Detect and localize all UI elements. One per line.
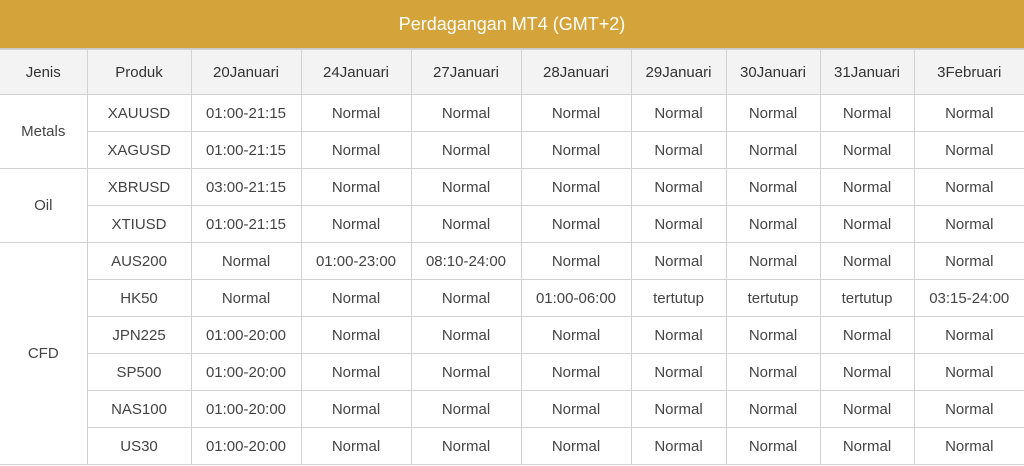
schedule-cell: 01:00-20:00 [191,317,301,354]
schedule-cell: 01:00-20:00 [191,428,301,465]
produk-cell: XAUUSD [87,95,191,132]
table-row [0,354,1024,391]
schedule-cell: 01:00-23:00 [301,243,411,280]
produk-cell: AUS200 [87,243,191,280]
table-row [0,428,1024,465]
table-row [0,132,1024,169]
produk-cell: XAGUSD [87,132,191,169]
schedule-cell: Normal [914,428,1024,465]
schedule-cell: Normal [301,169,411,206]
schedule-cell: Normal [411,354,521,391]
schedule-cell: Normal [914,206,1024,243]
schedule-cell: 03:15-24:00 [914,280,1024,317]
jenis-cell: Metals [0,95,87,169]
table-row [0,206,1024,243]
schedule-cell: Normal [631,428,726,465]
schedule-cell: Normal [631,132,726,169]
schedule-cell: Normal [411,95,521,132]
schedule-cell: Normal [914,243,1024,280]
schedule-cell: Normal [411,132,521,169]
produk-cell: NAS100 [87,391,191,428]
header-date: 20Januari [191,50,301,95]
schedule-cell: Normal [521,243,631,280]
schedule-cell: Normal [726,317,820,354]
schedule-cell: Normal [631,243,726,280]
produk-cell: US30 [87,428,191,465]
schedule-cell: Normal [521,169,631,206]
schedule-cell: Normal [726,169,820,206]
schedule-cell: 01:00-21:15 [191,132,301,169]
table-row [0,95,1024,132]
schedule-cell: Normal [820,354,914,391]
schedule-cell: Normal [914,132,1024,169]
schedule-cell: Normal [301,95,411,132]
produk-cell: HK50 [87,280,191,317]
schedule-cell: Normal [914,391,1024,428]
schedule-cell: Normal [914,354,1024,391]
schedule-cell: Normal [820,95,914,132]
schedule-cell: 03:00-21:15 [191,169,301,206]
table-row [0,280,1024,317]
schedule-cell: Normal [301,354,411,391]
schedule-cell: Normal [726,132,820,169]
schedule-cell: Normal [521,95,631,132]
table-row [0,169,1024,206]
header-date: 24Januari [301,50,411,95]
schedule-cell: Normal [820,391,914,428]
table-row [0,391,1024,428]
schedule-cell: 01:00-06:00 [521,280,631,317]
schedule-cell: Normal [411,280,521,317]
schedule-cell: Normal [521,132,631,169]
schedule-cell: Normal [726,354,820,391]
schedule-cell: Normal [411,206,521,243]
schedule-cell: Normal [301,391,411,428]
schedule-cell: Normal [726,95,820,132]
schedule-cell: Normal [820,206,914,243]
schedule-cell: Normal [411,428,521,465]
schedule-cell: Normal [301,428,411,465]
schedule-cell: tertutup [631,280,726,317]
schedule-cell: Normal [521,391,631,428]
produk-cell: SP500 [87,354,191,391]
header-date: 30Januari [726,50,820,95]
schedule-cell: 01:00-21:15 [191,95,301,132]
schedule-cell: 01:00-21:15 [191,206,301,243]
schedule-cell: Normal [820,243,914,280]
header-date: 27Januari [411,50,521,95]
schedule-cell: Normal [726,428,820,465]
table-body [0,95,1024,465]
schedule-cell: Normal [631,354,726,391]
schedule-cell: Normal [301,317,411,354]
schedule-cell: Normal [521,428,631,465]
schedule-cell: Normal [914,317,1024,354]
schedule-cell: Normal [726,243,820,280]
header-produk: Produk [87,50,191,95]
schedule-cell: Normal [820,317,914,354]
produk-cell: JPN225 [87,317,191,354]
schedule-cell: tertutup [726,280,820,317]
jenis-cell: CFD [0,243,87,465]
schedule-cell: Normal [820,428,914,465]
schedule-cell: Normal [521,317,631,354]
header-date: 3Februari [914,50,1024,95]
schedule-cell: Normal [191,280,301,317]
schedule-cell: Normal [726,391,820,428]
schedule-cell: 08:10-24:00 [411,243,521,280]
schedule-cell: Normal [631,206,726,243]
schedule-cell: Normal [726,206,820,243]
schedule-cell: Normal [521,206,631,243]
header-date: 29Januari [631,50,726,95]
schedule-cell: 01:00-20:00 [191,354,301,391]
schedule-cell: Normal [820,169,914,206]
schedule-cell: 01:00-20:00 [191,391,301,428]
schedule-cell: Normal [301,132,411,169]
schedule-cell: Normal [411,317,521,354]
header-jenis: Jenis [0,50,87,95]
schedule-cell: Normal [631,169,726,206]
schedule-cell: Normal [411,391,521,428]
schedule-cell: Normal [301,206,411,243]
produk-cell: XBRUSD [87,169,191,206]
schedule-cell: Normal [631,317,726,354]
jenis-cell: Oil [0,169,87,243]
schedule-cell: Normal [631,391,726,428]
header-date: 28Januari [521,50,631,95]
schedule-cell: Normal [301,280,411,317]
produk-cell: XTIUSD [87,206,191,243]
table-title: Perdagangan MT4 (GMT+2) [0,0,1024,49]
table-row [0,317,1024,354]
trading-hours-table [0,49,1024,465]
schedule-cell: tertutup [820,280,914,317]
schedule-cell: Normal [521,354,631,391]
header-date: 31Januari [820,50,914,95]
schedule-cell: Normal [914,169,1024,206]
header-row [0,50,1024,95]
schedule-cell: Normal [820,132,914,169]
schedule-cell: Normal [411,169,521,206]
schedule-cell: Normal [631,95,726,132]
schedule-cell: Normal [914,95,1024,132]
table-row [0,243,1024,280]
schedule-cell: Normal [191,243,301,280]
